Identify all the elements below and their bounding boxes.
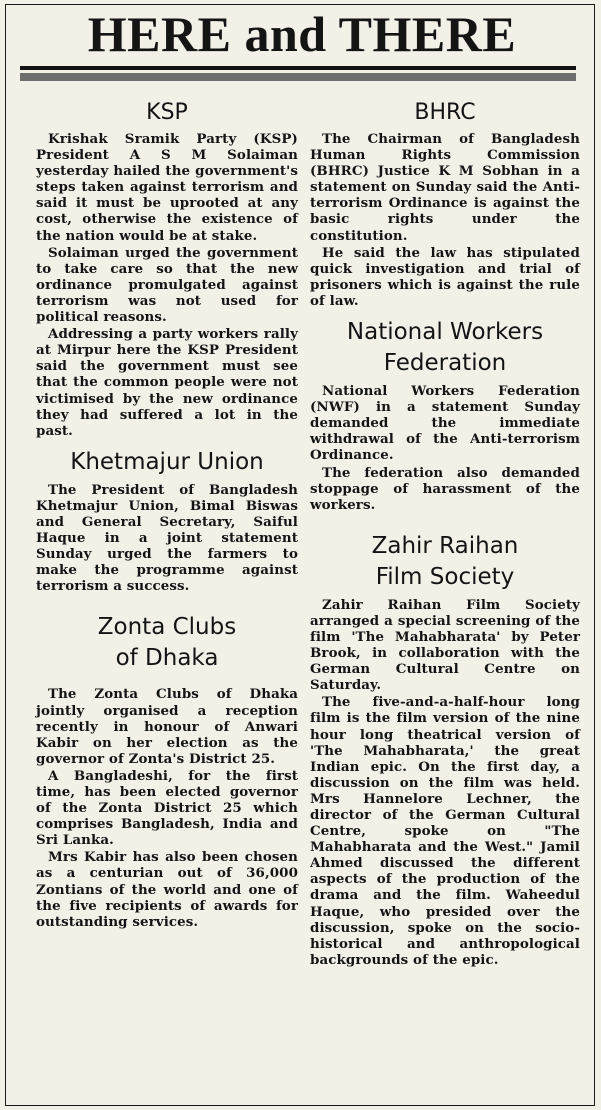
- article-paragraph: The five-and-a-half-hour long film is the film version of the nine hour long theatrical version of 'The Mahabharata,' the great Indian epic. On the first day, a discussion on the film was held. Mrs Hannelore Lechner, the director of the German Cultural Centre, spoke on "The Mahabharata and the West." Jamil Ahmed discussed the different aspects of the production of the drama and the film. Waheedul Haque, who presided over the discussion, spoke on the socio-historical and anthropological backgrounds of the epic.: [310, 694, 580, 968]
- article-title-line: Zahir Raihan: [371, 532, 519, 559]
- article-paragraph: Krishak Sramik Party (KSP) President A S M Solaiman yesterday hailed the government's steps taken against terrorism and said it must be uprooted at any cost, otherwise the existence of the nation would be at stake.: [36, 131, 298, 244]
- article-zahir-raihan-film-society: [310, 531, 580, 968]
- article-paragraph: The federation also demanded stoppage of harassment of the workers.: [310, 464, 580, 513]
- article-paragraph: Mrs Kabir has also been chosen as a centurian out of 36,000 Zontians of the world and one of the five recipients of awards for outstanding services.: [36, 849, 298, 930]
- article-paragraph: National Workers Federation (NWF) in a statement Sunday demanded the immediate withdrawal of the Anti-terrorism Ordinance.: [310, 383, 580, 464]
- article-paragraph: The Zonta Clubs of Dhaka jointly organised a reception recently in honour of Anwari Kabir on her election as the governor of Zonta's District 25.: [36, 686, 298, 767]
- article-bhrc: [310, 98, 580, 309]
- article-paragraph: A Bangladeshi, for the first time, has been elected governor of the Zonta District 25 which comprises Bangladesh, India and Sri Lanka.: [36, 767, 298, 849]
- masthead-rule: [20, 66, 576, 70]
- article-paragraph: The President of Bangladesh Khetmajur Union, Bimal Biswas and General Secretary, Saiful Haque in a joint statement Sunday urged the farmers to make the programme against terrorism a success.: [36, 481, 298, 595]
- article-title: [36, 612, 298, 674]
- article-national-workers-federation: [310, 317, 580, 513]
- article-title-line: Film Society: [375, 563, 515, 590]
- article-title: KSP: [146, 100, 188, 125]
- article-paragraph: Addressing a party workers rally at Mirpur here the KSP President said the government must see that the common people were not victimised by the new ordinance they had suffered a lot in the past.: [36, 326, 298, 439]
- article-title: [310, 317, 580, 379]
- article-ksp: [36, 98, 298, 439]
- article-title-line: of Dhaka: [115, 645, 219, 672]
- masthead-rule-shaded: [20, 73, 576, 81]
- article-paragraph: Solaiman urged the government to take care so that the new ordinance promulgated against terrorism was not used for political reasons.: [36, 244, 298, 326]
- article-paragraph: The Chairman of Bangladesh Human Rights Commission (BHRC) Justice K M Sobhan in a statement on Sunday said the Anti-terrorism Ordinance is against the basic rights under the constitution.: [310, 131, 580, 244]
- article-paragraph: Zahir Raihan Film Society arranged a special screening of the film 'The Mahabharata' by Peter Brook, in collaboration with the German Cultural Centre on Saturday.: [310, 596, 580, 694]
- right-column: [310, 98, 580, 968]
- article-title: Khetmajur Union: [70, 448, 264, 475]
- article-title-line: Zonta Clubs: [97, 614, 237, 641]
- masthead: HERE and THERE: [87, 6, 517, 62]
- article-title-line: National Workers: [346, 319, 544, 346]
- article-zonta-clubs: [36, 612, 298, 929]
- article-title: BHRC: [414, 100, 476, 125]
- article-title-line: Federation: [383, 350, 507, 377]
- left-column: [36, 98, 298, 930]
- article-khetmajur-union: [36, 447, 298, 595]
- article-title: [310, 531, 580, 593]
- article-paragraph: He said the law has stipulated quick investigation and trial of prisoners which is against the rule of law.: [310, 244, 580, 309]
